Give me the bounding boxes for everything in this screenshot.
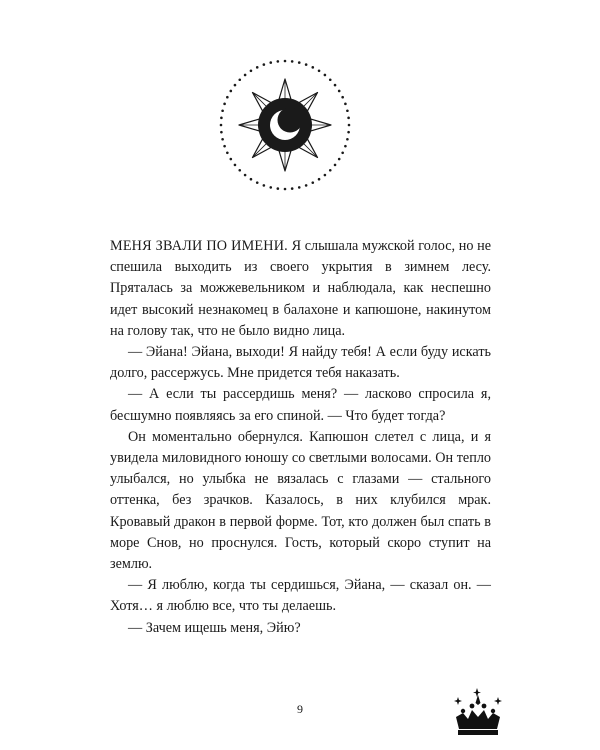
paragraph-6: — Зачем ищешь меня, Эйю? xyxy=(128,619,301,636)
chapter-text xyxy=(110,236,491,639)
page-number: 9 xyxy=(297,702,303,716)
paragraph-2: — Эйана! Эйана, выходи! Я найду тебя! А если буду искать долго, рассержусь. Мне придется тебя наказать. xyxy=(110,344,491,382)
paragraph-4: Он моментально обернулся. Капюшон слетел с лица, и я увидела миловидного юношу со светлыми волосами. Он тепло улыбался, но улыбка не вязалась с глазами — стального оттенка, без зрачков. Казалось, в них клубился мрак. Кровавый дракон в первой форме. Тот, кто должен был спать в море Снов, но проснулся. Гость, который скоро ступит на землю. xyxy=(110,428,491,573)
lead-caps: МЕНЯ ЗВАЛИ ПО ИМЕНИ. xyxy=(110,238,288,254)
paragraph-3: — А если ты рассердишь меня? — ласково спросила я, бесшумно появляясь за его спиной. — Что будет тогда? xyxy=(110,386,491,424)
paragraph-1 xyxy=(110,236,491,342)
paragraph-1-rest: Я слышала мужской голос, но не спешила выходить из своего укрытия в зимнем лесу. Пряталась за можжевельником и наблюдала, как неспешно идет высокий незнакомец в балахоне и капюшоне, накинутом на голову так, что не было видно лица. xyxy=(110,238,491,339)
crown-icon xyxy=(450,683,512,737)
paragraph-5: — Я люблю, когда ты сердишься, Эйана, — сказал он. — Хотя… я люблю все, что ты делаешь. xyxy=(110,577,491,615)
sun-moon-emblem-icon xyxy=(218,58,352,192)
